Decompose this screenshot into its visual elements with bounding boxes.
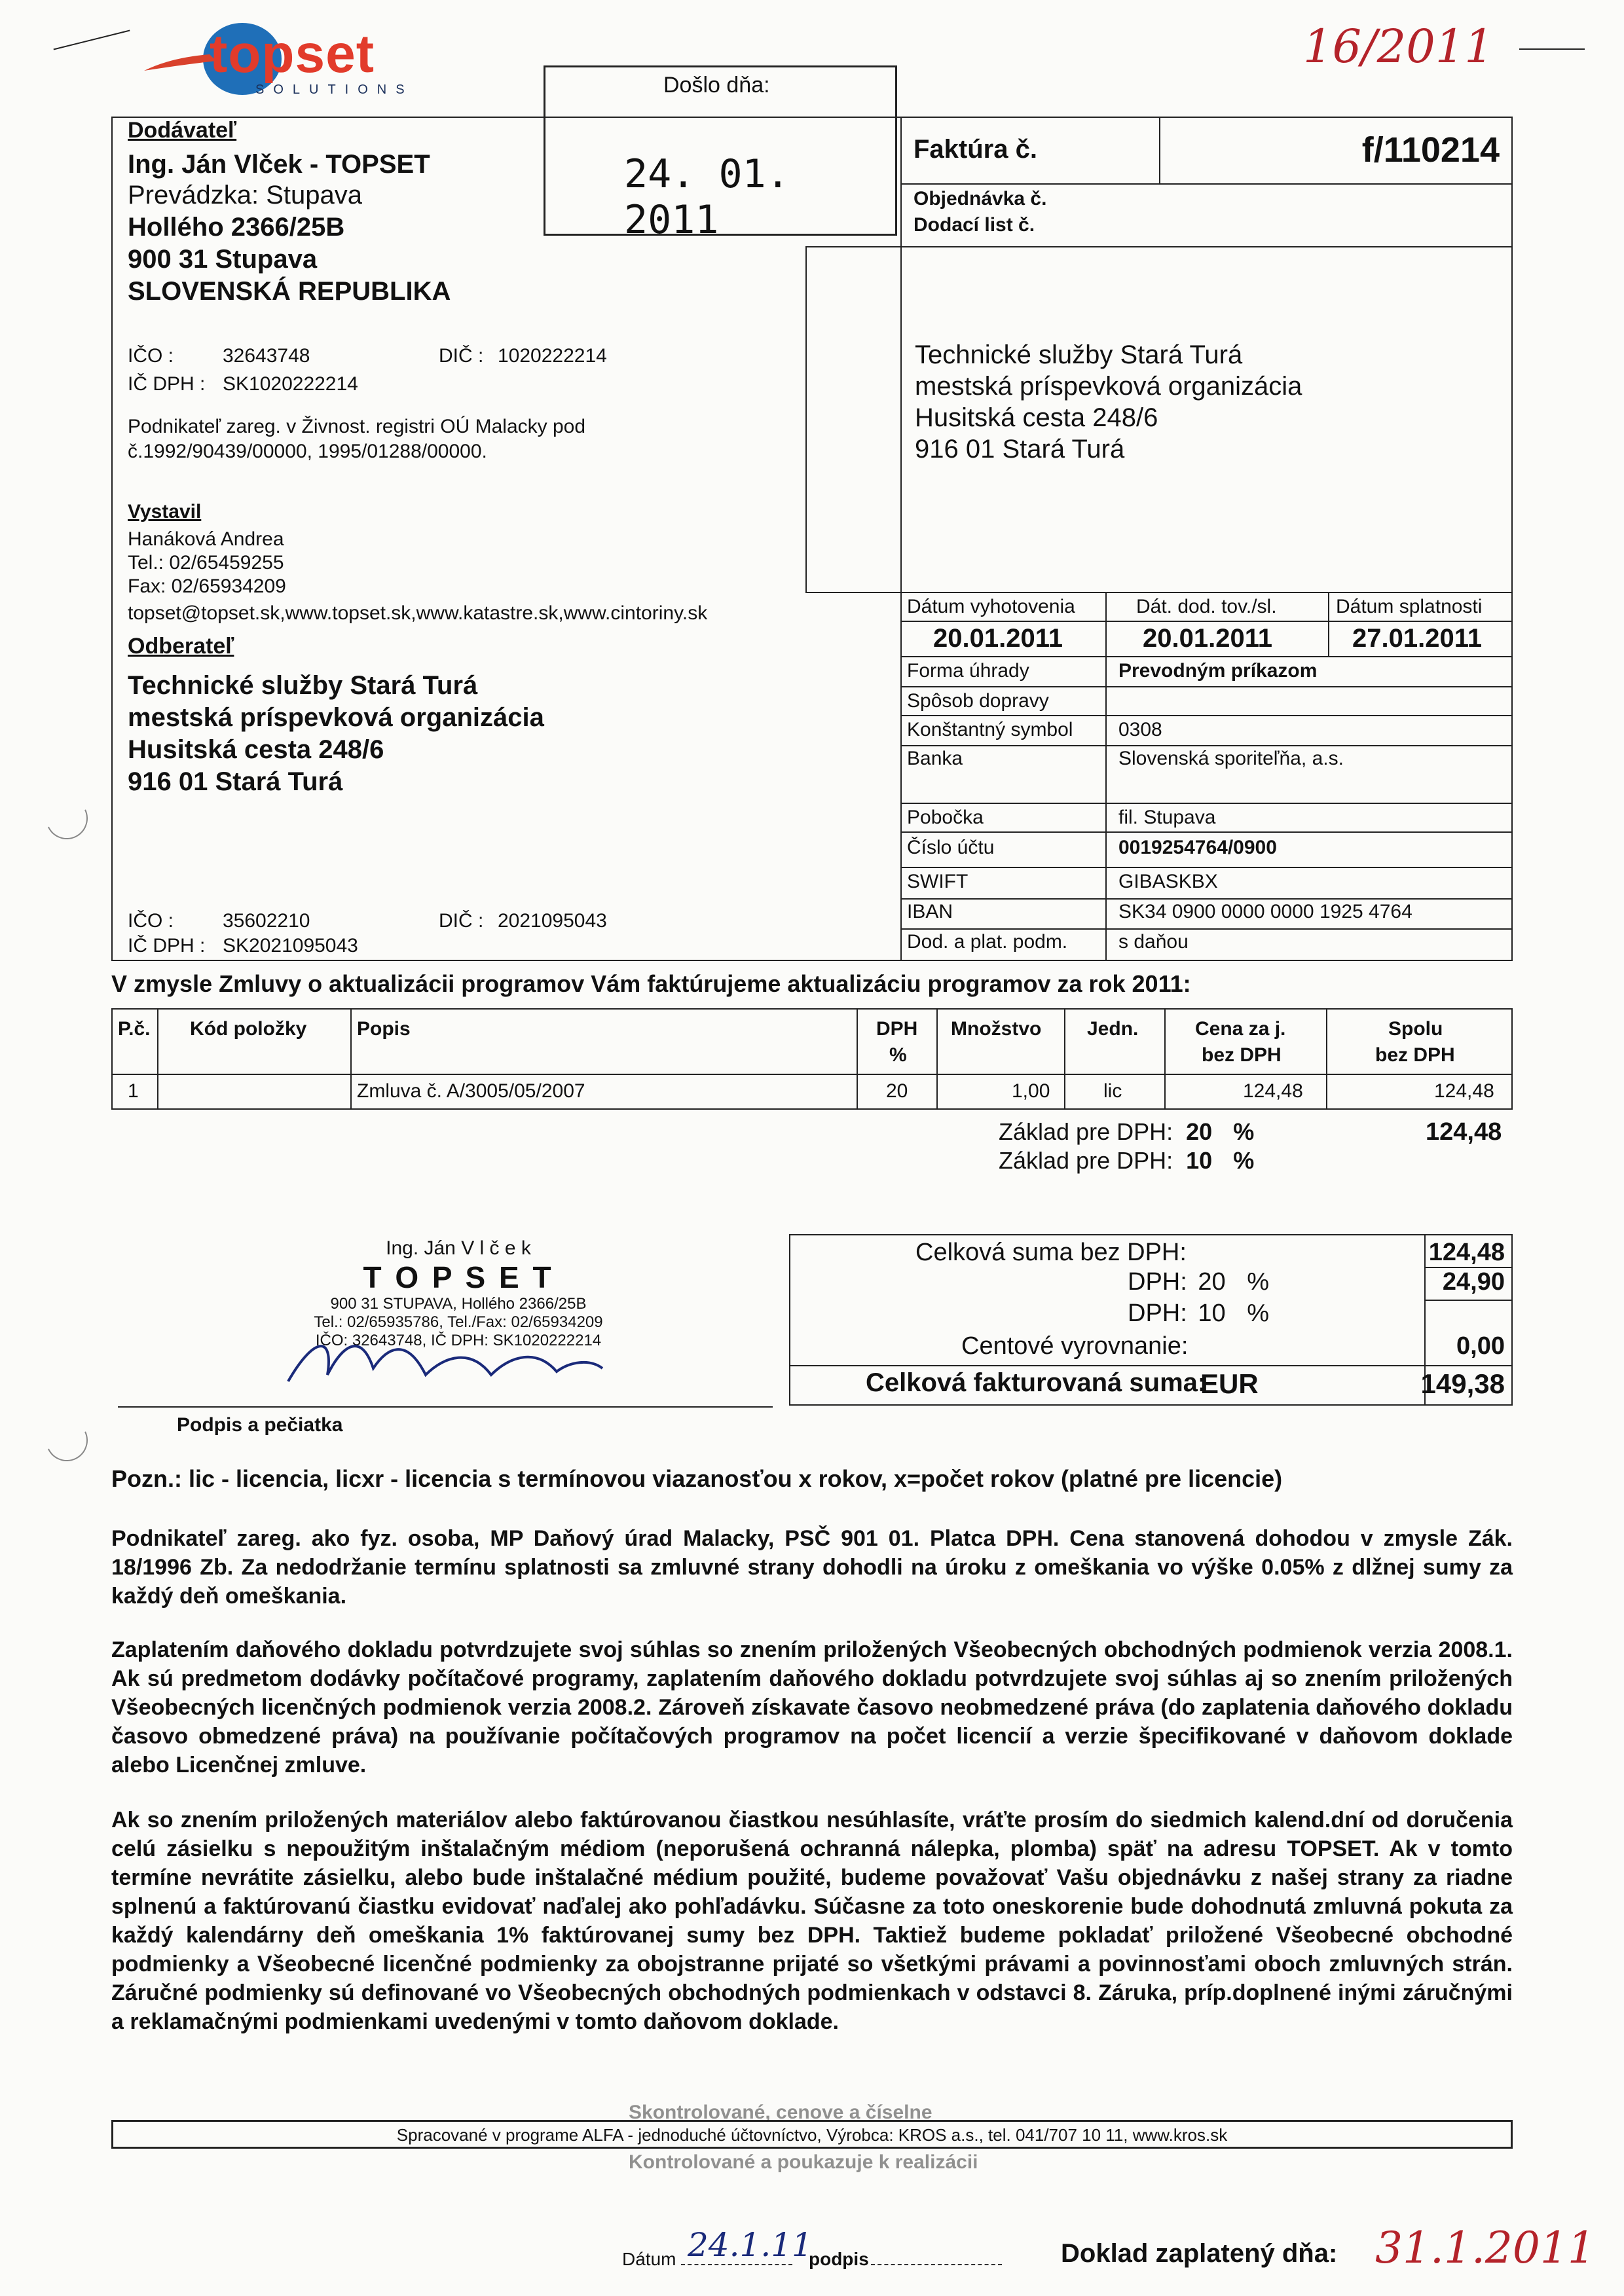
paragraph-tax: Podnikateľ zareg. ako fyz. osoba, MP Daňový úrad Malacky, PSČ 901 01. Platca DPH. Cena stanovená dohodou v zmysle Zák. 18/1996 Zb. Za nedodržanie termínu splatnosti sa zmluvné strany dohodli na úroku z omeškania vo výške 0.05% z dlžnej sumy za každý deň omeškania. bbox=[111, 1526, 1513, 1609]
header-unit: Jedn. bbox=[1087, 1018, 1139, 1040]
vat20-amount: 24,90 bbox=[1442, 1268, 1505, 1296]
bank-value-4: SK34 0900 0000 0000 1925 4764 bbox=[1118, 901, 1412, 922]
header-desc: Popis bbox=[357, 1018, 411, 1040]
col-divider-6 bbox=[1164, 1008, 1166, 1110]
customer-heading: Odberateľ bbox=[128, 634, 234, 659]
row-price: 124,48 bbox=[1243, 1080, 1303, 1102]
dates-rule-2 bbox=[900, 656, 1513, 657]
payment-value-3: 0308 bbox=[1118, 719, 1162, 740]
bank-value-1: fil. Stupava bbox=[1118, 807, 1216, 828]
customer-name: Technické služby Stará Turá bbox=[128, 671, 478, 700]
payment-rule-3 bbox=[900, 745, 1513, 746]
payment-rule-6 bbox=[900, 867, 1513, 868]
vat20-rate: 20 bbox=[1198, 1268, 1226, 1296]
vat10-row bbox=[1128, 1300, 1269, 1328]
vat-base-value-20: 124,48 bbox=[1426, 1118, 1502, 1146]
bank-value-3: GIBASKBX bbox=[1118, 871, 1218, 892]
order-label: Objednávka č. bbox=[913, 188, 1047, 210]
payment-rule-7 bbox=[900, 898, 1513, 900]
supplier-premises: Prevádzka: Stupava bbox=[128, 181, 362, 210]
supplier-ico-label: IČO : bbox=[128, 345, 174, 367]
row-pc: 1 bbox=[128, 1080, 139, 1102]
issue-date-label: Dátum vyhotovenia bbox=[907, 596, 1075, 617]
supplier-city: 900 31 Stupava bbox=[128, 245, 318, 274]
vat20-pct: % bbox=[1247, 1268, 1269, 1296]
net-total: 124,48 bbox=[1428, 1239, 1505, 1266]
header-vat-pct: % bbox=[889, 1044, 907, 1066]
datum-handwritten: 24.1.11 bbox=[688, 2226, 813, 2264]
header-price: Cena za j. bbox=[1195, 1018, 1286, 1040]
supplier-block bbox=[128, 118, 881, 306]
signature-caption: Podpis a pečiatka bbox=[177, 1414, 343, 1436]
dates-divider-1 bbox=[1105, 593, 1107, 656]
stamp-ids: IČO: 32643748, IČ DPH: SK1020222214 bbox=[315, 1332, 602, 1349]
signature-icon bbox=[275, 1309, 616, 1401]
customer-icdph-label: IČ DPH : bbox=[128, 935, 206, 957]
bank-label-5: Dod. a plat. podm. bbox=[907, 931, 1068, 953]
col-divider-3 bbox=[857, 1008, 858, 1110]
vat-base-10 bbox=[999, 1147, 1254, 1175]
payment-label-3: Konštantný symbol bbox=[907, 719, 1073, 740]
payment-divider bbox=[1105, 656, 1107, 961]
header-price-2: bez DPH bbox=[1202, 1044, 1282, 1066]
supplier-icdph: SK1020222214 bbox=[223, 373, 358, 395]
invoice-label: Faktúra č. bbox=[913, 135, 1037, 164]
rounding-amount: 0,00 bbox=[1456, 1332, 1505, 1360]
control-stamp-line2: Kontrolované a poukazuje k realizácii bbox=[629, 2151, 978, 2173]
footer-text: Spracované v programe ALFA - jednoduché účtovníctvo, Výrobca: KROS a.s., tel. 041/707 10 11, www.kros.sk bbox=[396, 2125, 1228, 2145]
recipient-line-4: 916 01 Stará Turá bbox=[915, 435, 1125, 464]
vat-base-pct-20: % bbox=[1233, 1118, 1255, 1145]
header-qty: Množstvo bbox=[951, 1018, 1042, 1040]
header-total: Spolu bbox=[1388, 1018, 1443, 1040]
logo-tagline: SOLUTIONS bbox=[255, 82, 414, 97]
payment-label-2: Spôsob dopravy bbox=[907, 690, 1049, 712]
payment-value-4: Slovenská sporiteľňa, a.s. bbox=[1118, 748, 1344, 769]
datum-label: Dátum bbox=[622, 2249, 676, 2269]
customer-city: 916 01 Stará Turá bbox=[128, 767, 343, 796]
stamp-company: T O P S E T bbox=[363, 1260, 554, 1294]
dates-divider-2 bbox=[1328, 593, 1329, 656]
bank-label-4: IBAN bbox=[907, 901, 953, 922]
customer-org: mestská príspevková organizácia bbox=[128, 703, 544, 732]
row-desc: Zmluva č. A/3005/05/2007 bbox=[357, 1080, 585, 1102]
supplier-registration-2: č.1992/90439/00000, 1995/01288/00000. bbox=[128, 441, 487, 462]
bank-label-3: SWIFT bbox=[907, 871, 969, 892]
vat10-rate: 10 bbox=[1198, 1300, 1226, 1327]
delivery-note-label: Dodací list č. bbox=[913, 214, 1035, 236]
punch-hole-top bbox=[40, 792, 94, 845]
payment-rule-4 bbox=[900, 803, 1513, 804]
recipient-line-2: mestská príspevková organizácia bbox=[915, 372, 1302, 401]
vat-base-pct-10: % bbox=[1233, 1147, 1255, 1174]
rounding-label: Centové vyrovnanie: bbox=[961, 1332, 1189, 1360]
logo-name: topset bbox=[210, 24, 375, 84]
payment-label-1: Forma úhrady bbox=[907, 660, 1029, 682]
recipient-line-3: Husitská cesta 248/6 bbox=[915, 403, 1158, 432]
header-vat: DPH bbox=[876, 1018, 918, 1040]
payment-rule-1 bbox=[900, 686, 1513, 687]
signature-line bbox=[118, 1406, 773, 1408]
items-header-rule bbox=[111, 1074, 1513, 1075]
customer-ico-label: IČO : bbox=[128, 910, 174, 932]
due-date: 27.01.2011 bbox=[1352, 624, 1482, 653]
net-total-label: Celková suma bez DPH: bbox=[915, 1239, 1187, 1266]
header-total-2: bez DPH bbox=[1375, 1044, 1455, 1066]
podpis-label: podpis bbox=[809, 2249, 869, 2269]
vat-base-label-2: Základ pre DPH: bbox=[999, 1147, 1173, 1174]
payment-rule-5 bbox=[900, 831, 1513, 833]
due-date-label: Dátum splatnosti bbox=[1336, 596, 1483, 617]
datum-dotline bbox=[681, 2264, 792, 2265]
received-date: 24. 01. 2011 bbox=[624, 151, 790, 243]
vat-base-20 bbox=[999, 1118, 1254, 1146]
customer-ico: 35602210 bbox=[223, 910, 310, 932]
col-divider-7 bbox=[1326, 1008, 1327, 1110]
paid-date-handwritten: 31.1.2011 bbox=[1375, 2223, 1595, 2273]
control-stamp-line1: Skontrolované, cenove a číselne bbox=[629, 2102, 932, 2123]
col-divider-4 bbox=[936, 1008, 938, 1110]
invoice-number-rule bbox=[900, 183, 1513, 185]
issued-web: topset@topset.sk,www.topset.sk,www.katastre.sk,www.cintoriny.sk bbox=[128, 602, 708, 624]
supplier-icdph-label: IČ DPH : bbox=[128, 373, 206, 395]
grand-total-label: Celková fakturovaná suma: bbox=[866, 1368, 1207, 1397]
customer-block bbox=[128, 634, 881, 797]
vat-base-rate-20: 20 bbox=[1186, 1118, 1213, 1145]
stamp-address: 900 31 STUPAVA, Hollého 2366/25B bbox=[330, 1295, 587, 1313]
supplier-street: Hollého 2366/25B bbox=[128, 213, 345, 242]
recipient-address-box bbox=[805, 246, 1513, 593]
corner-mark-left bbox=[54, 30, 130, 50]
control-stamp bbox=[629, 2102, 978, 2174]
recipient-line-1: Technické služby Stará Turá bbox=[915, 340, 1243, 369]
delivery-date-label: Dát. dod. tov./sl. bbox=[1136, 596, 1277, 617]
col-divider-1 bbox=[157, 1008, 158, 1110]
customer-street: Husitská cesta 248/6 bbox=[128, 735, 384, 764]
col-divider-5 bbox=[1064, 1008, 1065, 1110]
invoice-number-divider bbox=[1159, 117, 1160, 183]
supplier-heading: Dodávateľ bbox=[128, 118, 237, 143]
company-logo bbox=[131, 18, 432, 97]
dates-rule-1 bbox=[900, 621, 1513, 622]
vat20-row bbox=[1128, 1268, 1269, 1296]
bank-label-1: Pobočka bbox=[907, 807, 984, 828]
vat10-pct: % bbox=[1247, 1300, 1269, 1327]
grand-total: 149,38 bbox=[1420, 1368, 1505, 1399]
vat-base-rate-10: 10 bbox=[1186, 1147, 1213, 1174]
payment-label-4: Banka bbox=[907, 748, 963, 769]
issued-fax: Fax: 02/65934209 bbox=[128, 575, 286, 597]
row-unit: lic bbox=[1103, 1080, 1122, 1102]
issued-name: Hanáková Andrea bbox=[128, 528, 284, 550]
row-vat: 20 bbox=[886, 1080, 908, 1102]
totals-rule-2 bbox=[1424, 1300, 1513, 1301]
supplier-registration-1: Podnikateľ zareg. v Živnost. registri OÚ Malacky pod bbox=[128, 416, 586, 437]
invoice-number: f/110214 bbox=[1361, 130, 1500, 170]
bank-value-5: s daňou bbox=[1118, 931, 1189, 953]
supplier-dic: 1020222214 bbox=[498, 345, 607, 367]
payment-rule-2 bbox=[900, 715, 1513, 716]
paid-label: Doklad zaplatený dňa: bbox=[1061, 2239, 1338, 2268]
licence-note: Pozn.: lic - licencia, licxr - licencia s termínovou viazanosťou x rokov, x=počet rokov (platné pre licencie) bbox=[111, 1465, 1283, 1492]
supplier-ico: 32643748 bbox=[223, 345, 310, 367]
customer-dic-label: DIČ : bbox=[439, 910, 484, 932]
bank-label-2: Číslo účtu bbox=[907, 837, 995, 858]
payment-value-1: Prevodným príkazom bbox=[1118, 660, 1318, 682]
paragraph-terms: Zaplatením daňového dokladu potvrdzujete svoj súhlas so znením priložených Všeobecných obchodných podmienok verzia 2008.1. Ak sú predmetom dodávky počítačové programy, zaplatením daňového dokladu potvrdzujete svoj súhlas aj so znením priložených Všeobecných licenčných podmienok verzia 2008.2. Zároveň získavate časovo neobmedzené práva (do zaplatenia daňového dokladu časovo obmedzené práva) na používanie počítačových programov na počet licencií a verzie špecifikované v daňovom doklade alebo Licenčnej zmluve. bbox=[111, 1637, 1513, 1777]
issued-heading: Vystavil bbox=[128, 501, 202, 522]
totals-rule-3 bbox=[789, 1365, 1513, 1366]
paragraph-returns: Ak so znením priložených materiálov alebo faktúrovanou čiastkou nesúhlasíte, vráťte prosím do siedmich kalend.dní od doručenia celú zásielku s nepoužitým inštalačným médiom (neporušená ochranná nálepka, plomba) späť na adresu TOPSET. Ak v tomto termíne nevrátite zásielku, alebo bude inštalačné médium použité, budeme považovať Vašu objednávku z našej strany za riadne splnenú a faktúrovanú čiastku evidovať naďalej ako pohľadávku. Súčasne za toto oneskorenie bude dohodnutá zmluvná pokuta za každý kalendárny deň omeškania 1% faktúrovanej sumy bez DPH. Taktiež budeme pokladať priložené Všeobecné obchodné podmienky a Všeobecné licenčné podmienky za obojstranne prijaté so všetkými právami a povinnosťami oboch zmluvných strán. Záručné podmienky sú definované vo Všeobecných obchodných podmienkach v odstavci 8. Záruka, príp.doplnené inými záručnými a reklamačnými podmienkami uvedenými v tomto daňovom doklade. bbox=[111, 1808, 1513, 2034]
handwritten-number: 16/2011 bbox=[1303, 20, 1494, 73]
issued-tel: Tel.: 02/65459255 bbox=[128, 552, 284, 574]
row-qty: 1,00 bbox=[1012, 1080, 1050, 1102]
intro-text: V zmysle Zmluvy o aktualizácii programov Vám faktúrujeme aktualizáciu programov za rok 2011: bbox=[111, 970, 1191, 997]
delivery-date: 20.01.2011 bbox=[1143, 624, 1272, 653]
supplier-name: Ing. Ján Vlček - TOPSET bbox=[128, 150, 430, 179]
col-divider-2 bbox=[350, 1008, 352, 1110]
bank-value-2: 0019254764/0900 bbox=[1118, 837, 1277, 858]
stamp-phones: Tel.: 02/65935786, Tel./Fax: 02/65934209 bbox=[314, 1313, 603, 1331]
row-total: 124,48 bbox=[1434, 1080, 1494, 1102]
customer-dic: 2021095043 bbox=[498, 910, 607, 932]
grand-total-currency: EUR bbox=[1200, 1368, 1259, 1399]
supplier-country: SLOVENSKÁ REPUBLIKA bbox=[128, 277, 451, 306]
punch-hole-bottom bbox=[40, 1413, 94, 1467]
corner-mark bbox=[1519, 48, 1585, 50]
header-pc: P.č. bbox=[118, 1018, 151, 1040]
payment-rule-8 bbox=[900, 928, 1513, 930]
vat10-label: DPH: bbox=[1128, 1300, 1187, 1327]
vat20-label: DPH: bbox=[1128, 1268, 1187, 1296]
supplier-dic-label: DIČ : bbox=[439, 345, 484, 367]
issue-date: 20.01.2011 bbox=[933, 624, 1063, 653]
podpis-dotline bbox=[871, 2264, 1002, 2265]
header-code: Kód položky bbox=[190, 1018, 307, 1040]
received-label: Došlo dňa: bbox=[663, 73, 770, 98]
vat-base-label: Základ pre DPH: bbox=[999, 1118, 1173, 1145]
customer-icdph: SK2021095043 bbox=[223, 935, 358, 957]
stamp-name: Ing. Ján V l č e k bbox=[386, 1237, 531, 1259]
